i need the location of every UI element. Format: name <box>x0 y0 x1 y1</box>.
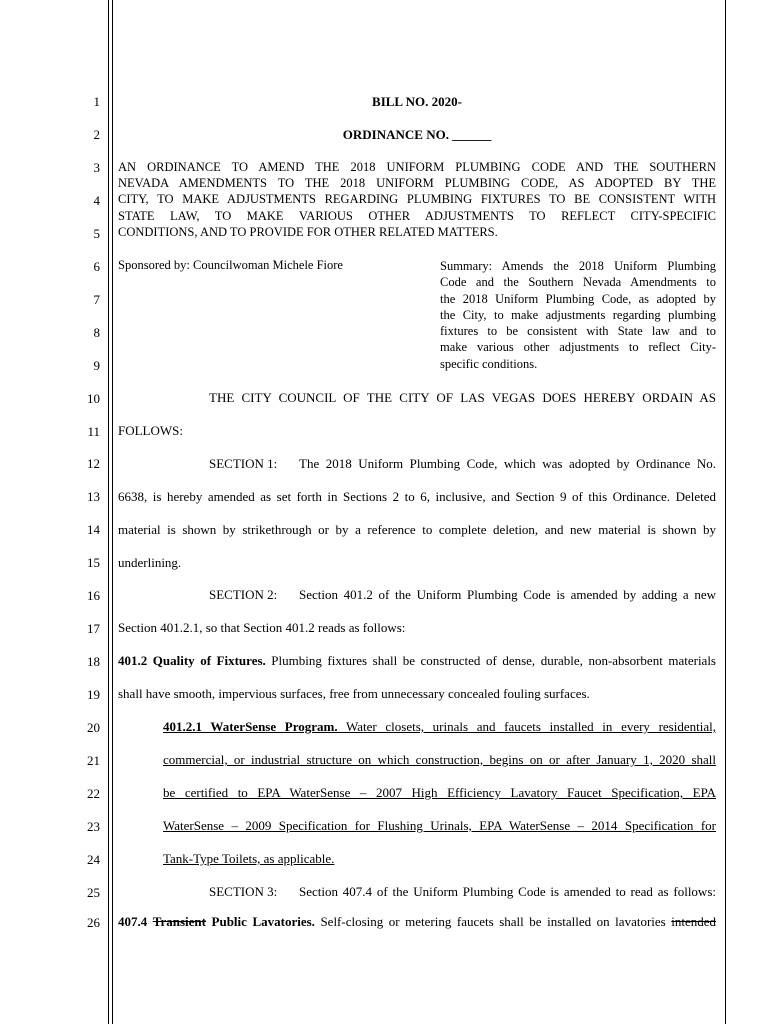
ordinance-title <box>118 159 716 240</box>
title-line: CONDITIONS, AND TO PROVIDE FOR OTHER RELATED MATTERS. <box>118 224 498 239</box>
title-line: NEVADA AMENDMENTS TO THE 2018 UNIFORM PLUMBING CODE, AS ADOPTED BY THE <box>118 176 716 191</box>
line-number: 4 <box>93 193 100 208</box>
right-margin-rule <box>725 0 726 1024</box>
line-number: 23 <box>87 819 100 834</box>
title-line: STATE LAW, TO MAKE VARIOUS OTHER ADJUSTMENTS TO REFLECT CITY-SPECIFIC <box>118 208 716 223</box>
watersense-line-4: WaterSense – 2009 Specification for Flushing Urinals, EPA WaterSense – 2014 Specification for <box>163 818 716 833</box>
quality-heading: 401.2 Quality of Fixtures. <box>118 653 266 668</box>
lavatories-deleted-end: intended <box>671 914 717 929</box>
sponsor-line: Sponsored by: Councilwoman Michele Fiore <box>118 258 343 272</box>
line-number: 7 <box>93 292 100 307</box>
watersense-line-2: commercial, or industrial structure on which construction, begins on or after January 1, 2020 shall <box>163 752 716 767</box>
line-number: 3 <box>93 160 100 175</box>
line-number: 26 <box>87 915 100 930</box>
watersense-text: Water closets, urinals and faucets installed in every residential, <box>337 719 716 734</box>
line-number: 12 <box>87 456 100 471</box>
line-number: 6 <box>93 259 100 274</box>
lavatories-deleted-word: Transient <box>152 914 206 929</box>
section-1-line-3: material is shown by strikethrough or by a reference to complete deletion, and new material is shown by <box>118 522 716 537</box>
line-number: 15 <box>87 555 100 570</box>
section-3-line-1: Section 407.4 of the Uniform Plumbing Code is amended to read as follows: <box>299 884 716 899</box>
line-number: 24 <box>87 852 100 867</box>
watersense-line-1 <box>163 719 716 735</box>
title-line: AN ORDINANCE TO AMEND THE 2018 UNIFORM PLUMBING CODE AND THE SOUTHERN <box>118 160 716 174</box>
line-number: 19 <box>87 687 100 702</box>
line-number: 10 <box>87 391 100 406</box>
line-number: 17 <box>87 621 100 636</box>
summary-line: Summary: Amends the 2018 Uniform Plumbing <box>440 259 716 273</box>
section-2-line-2: Section 401.2.1, so that Section 401.2 reads as follows: <box>118 620 406 635</box>
summary-block <box>440 258 716 372</box>
line-number: 16 <box>87 588 100 603</box>
line-number: 1 <box>93 94 100 109</box>
quality-text: Plumbing fixtures shall be constructed of dense, durable, non-absorbent materials <box>265 653 716 668</box>
summary-line: the City, to make adjustments regarding plumbing <box>440 307 716 322</box>
line-number: 5 <box>93 226 100 241</box>
line-number: 14 <box>87 522 100 537</box>
section-1-line-4: underlining. <box>118 555 182 570</box>
watersense-line-5: Tank-Type Toilets, as applicable. <box>163 851 335 866</box>
lavatories-heading: Public Lavatories. <box>211 914 315 929</box>
quality-line-2: shall have smooth, impervious surfaces, free from unnecessary concealed fouling surfaces. <box>118 686 590 701</box>
section-1-line-2: 6638, is hereby amended as set forth in Sections 2 to 6, inclusive, and Section 9 of this Ordinance. Deleted <box>118 489 716 504</box>
lavatories-line <box>118 914 716 930</box>
line-number: 11 <box>87 424 100 439</box>
left-margin-rule-outer <box>108 0 109 1024</box>
summary-line: fixtures to be consistent with State law and to <box>440 324 716 339</box>
line-number: 22 <box>87 786 100 801</box>
line-number: 21 <box>87 753 100 768</box>
section-3-label: SECTION 3: <box>209 884 278 899</box>
line-number: 13 <box>87 489 100 504</box>
title-line: CITY, TO MAKE ADJUSTMENTS REGARDING PLUMBING FIXTURES TO BE CONSISTENT WITH <box>118 192 716 207</box>
quality-line-1 <box>118 653 716 669</box>
summary-line: Code and the Southern Nevada Amendments to <box>440 275 716 290</box>
summary-line: specific conditions. <box>440 356 538 371</box>
line-number: 9 <box>93 358 100 373</box>
watersense-heading: 401.2.1 WaterSense Program. <box>163 719 338 734</box>
section-1-line-1: The 2018 Uniform Plumbing Code, which was adopted by Ordinance No. <box>299 456 716 471</box>
section-1-label: SECTION 1: <box>209 456 278 471</box>
line-number: 8 <box>93 325 100 340</box>
section-2-line-1: Section 401.2 of the Uniform Plumbing Code is amended by adding a new <box>299 587 716 602</box>
line-number: 2 <box>93 127 100 142</box>
ordain-line-1: THE CITY COUNCIL OF THE CITY OF LAS VEGAS DOES HEREBY ORDAIN AS <box>209 390 716 405</box>
section-2-label: SECTION 2: <box>209 587 278 602</box>
ordinance-number: ORDINANCE NO. ______ <box>342 127 492 142</box>
summary-line: the 2018 Uniform Plumbing Code, as adopted by <box>440 291 716 306</box>
line-number: 25 <box>87 885 100 900</box>
line-number: 20 <box>87 720 100 735</box>
lavatories-text: Self-closing or metering faucets shall be installed on lavatories <box>314 914 672 929</box>
bill-number: BILL NO. 2020- <box>372 94 462 109</box>
line-number: 18 <box>87 654 100 669</box>
left-margin-rule-inner <box>112 0 113 1024</box>
lavatories-number: 407.4 <box>118 914 148 929</box>
summary-line: make various other adjustments to reflect City- <box>440 340 716 355</box>
watersense-line-3: be certified to EPA WaterSense – 2007 High Efficiency Lavatory Faucet Specification, EPA <box>163 785 716 800</box>
ordain-line-2: FOLLOWS: <box>118 423 183 438</box>
